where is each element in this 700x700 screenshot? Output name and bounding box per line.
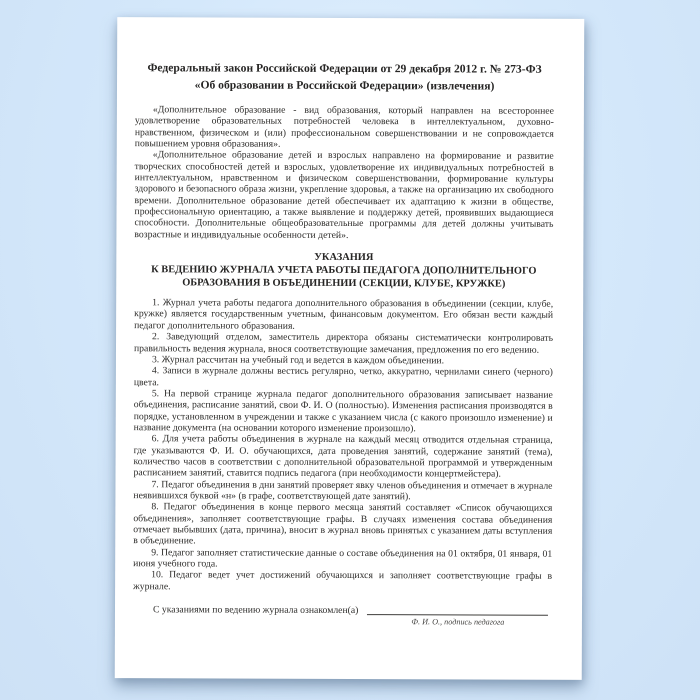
acknowledgement-text: С указаниями по ведению журнала ознакомлен(а)	[152, 604, 359, 617]
instruction-item: 5. На первой странице журнала педагог дополнительного образования записывает название объединения, расписание занятий, свои Ф. И. О (полностью). Изменения расписания производятся в порядке, установленном в учреждении и также с указанием числа (с какого произошло изменение) и название документа (на основании которого изменение произошло).	[133, 388, 553, 435]
instruction-item: 6. Для учета работы объединения в журнале на каждый месяц отводится отдельная страница, где указываются Ф. И. О. обучающихся, дата проведения занятий, содержание занятий (тема), количество часов в соответствии с дополнительной образовательной программой и утвержденным расписанием занятий, ставится подпись педагога (при необходимости концертмейстера).	[133, 433, 553, 480]
instruction-item: 3. Журнал рассчитан на учебный год и ведется в каждом объединении.	[151, 354, 445, 367]
instruction-item: 2. Заведующий отделом, заместитель директора обязаны систематически контролировать правильность ведения журнала, внося соответствующие замечания, предложения по его ведению.	[133, 331, 554, 356]
document-title-line2: «Об образовании в Российской Федерации» (извлечения)	[194, 77, 495, 93]
intro-section	[134, 104, 554, 242]
document-content	[133, 60, 554, 627]
instruction-list	[133, 297, 553, 594]
document-title-line1: Федеральный закон Российской Федерации от 29 декабря 2012 г. № 273-ФЗ	[147, 61, 542, 76]
instruction-item: 1. Журнал учета работы педагога дополнительного образования в объединении (секции, клубе, кружке) является государственным учетным, финансовым документом. Его обязан вести каждый педагог дополнительного образования.	[134, 297, 554, 332]
section-heading-line3: ОБРАЗОВАНИЯ В ОБЪЕДИНЕНИИ (СЕКЦИИ, КЛУБЕ, КРУЖКЕ)	[182, 277, 506, 290]
instruction-item: 4. Записи в журнале должны вестись регулярно, четко, аккуратно, чернилами синего (черного) цвета.	[133, 365, 553, 388]
instruction-item: 7. Педагог объединения в дни занятий проверяет явку членов объединения и отмечает в журнале неявившихся буквой «н» (в графе, соответствующей дате занятий).	[133, 478, 553, 503]
signature-caption: Ф. И. О., подпись педагога	[411, 617, 505, 627]
section-heading	[134, 250, 553, 291]
signature-block	[367, 605, 548, 627]
instruction-item: 9. Педагог заполняет статистические данные о составе объединения на 01 октября, 01 января, 01 июня учебного года.	[133, 546, 553, 570]
document-title	[135, 60, 554, 95]
intro-paragraph: «Дополнительное образование детей и взрослых направлено на формирование и развитие творческих способностей детей и взрослых, удовлетворение их индивидуальных потребностей в интеллектуальном, нравственном и физическом совершенствовании, формирование культуры здорового и безопасного образа жизни, укрепление здоровья, а также на организацию их свободного времени. Дополнительное образование детей обеспечивает их адаптацию к жизни в обществе, профессиональную ориентацию, а также выявление и поддержку детей, проявивших выдающиеся способности. Дополнительные общеобразовательные программы для детей должны учитывать возрастные и индивидуальные особенности детей».	[134, 149, 554, 241]
intro-paragraph: «Дополнительное образование - вид образования, который направлен на всестороннее удовлетворение образовательных потребностей человека в интеллектуальном, духовно-нравственном, физическом и (или) профессиональном совершенствовании и не сопровождается повышением уровня образования».	[134, 104, 554, 150]
acknowledgement-row	[133, 604, 552, 627]
instruction-item: 10. Педагог ведет учет достижений обучающихся и заполняет соответствующие графы в журнале.	[133, 569, 553, 593]
document-page	[115, 17, 585, 680]
section-heading-line1: УКАЗАНИЯ	[314, 251, 374, 264]
signature-line	[367, 605, 548, 616]
instruction-item: 8. Педагог объединения в конце первого месяца занятий составляет «Список обучающихся объединения», заполняет соответствующие графы. В случаях изменения состава объединения отмечает выбывших (дата, причина), вносит в журнал вновь принятых с указанием даты вступления в объединение.	[133, 501, 553, 547]
section-heading-line2: К ВЕДЕНИЮ ЖУРНАЛА УЧЕТА РАБОТЫ ПЕДАГОГА ДОПОЛНИТЕЛЬНОГО	[151, 264, 537, 277]
